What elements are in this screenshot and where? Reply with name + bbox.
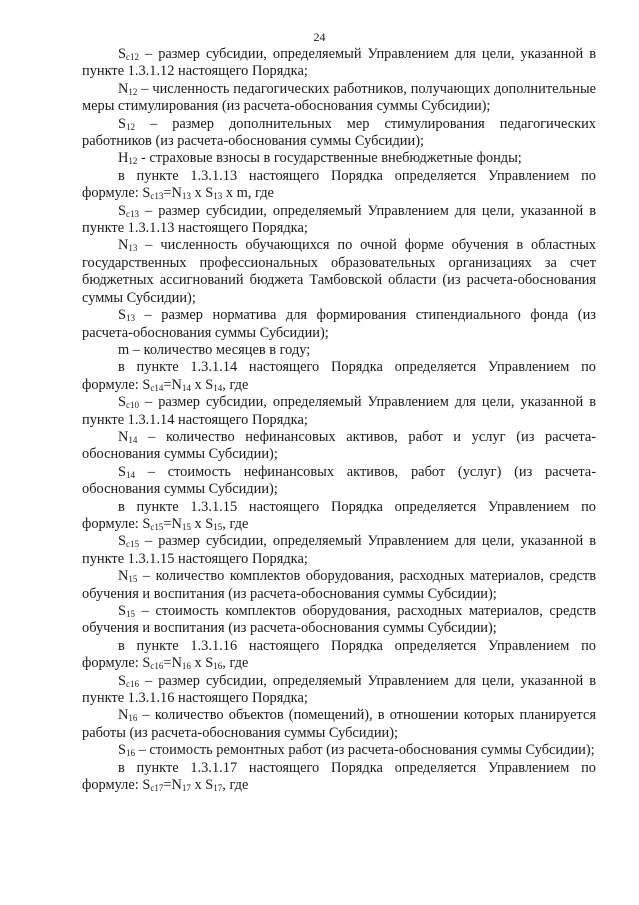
text-run: – размер субсидии, определяемый Управлением для цели, указанной в пункте 1.3.1.15 настоящего Порядка;: [82, 533, 596, 567]
text-run: , где: [222, 777, 249, 794]
text-run: =N: [163, 376, 182, 393]
text-run: – размер субсидии, определяемый Управлением для цели, указанной в пункте 1.3.1.13 настоящего Порядка;: [82, 202, 596, 237]
paragraph: [82, 342, 596, 359]
subscript: 12: [126, 121, 136, 132]
subscript: c13: [150, 191, 164, 202]
paragraph: [82, 46, 596, 81]
paragraph: [82, 150, 596, 167]
subscript: c15: [150, 521, 164, 532]
text-run: x m, где: [222, 185, 274, 202]
subscript: 16: [213, 661, 223, 672]
subscript: 13: [126, 313, 136, 324]
paragraph: [82, 429, 596, 464]
subscript: 17: [181, 783, 191, 794]
subscript: c13: [126, 208, 140, 219]
text-run: S: [118, 394, 127, 411]
subscript: 16: [128, 713, 138, 724]
subscript: 13: [128, 243, 138, 254]
subscript: 15: [181, 521, 191, 532]
text-run: – количество нефинансовых активов, работ и услуг (из расчета-обоснования суммы Субсидии);: [82, 428, 596, 463]
paragraph: [82, 760, 596, 795]
paragraph: [82, 394, 596, 429]
paragraph: [82, 81, 596, 116]
paragraph: [82, 707, 596, 742]
text-run: – размер субсидии, определяемый Управлением для цели, указанной в пункте 1.3.1.14 настоящего Порядка;: [82, 394, 596, 428]
text-run: – численность педагогических работников, получающих дополнительные меры стимулирования (из расчета-обоснования суммы Субсидии);: [82, 80, 596, 115]
paragraph: [82, 673, 596, 708]
text-run: в пункте 1.3.1.13 настоящего Порядка определяется Управлением по формуле: S: [82, 167, 596, 202]
subscript: 12: [128, 86, 138, 97]
text-run: S: [118, 463, 127, 480]
text-run: S: [118, 115, 127, 132]
text-run: N: [118, 568, 129, 585]
paragraph: [82, 359, 596, 394]
subscript: 14: [128, 434, 138, 445]
text-run: S: [118, 46, 127, 62]
text-run: Н: [118, 150, 129, 167]
paragraph: [82, 116, 596, 151]
text-run: x S: [190, 376, 214, 393]
paragraph: [82, 168, 596, 203]
text-run: S: [118, 603, 127, 619]
text-run: S: [118, 742, 127, 759]
subscript: c10: [126, 400, 140, 411]
text-run: - страховые взносы в государственные внебюджетные фонды;: [137, 150, 522, 167]
subscript: 13: [213, 191, 223, 202]
subscript: 15: [126, 609, 136, 619]
text-run: =N: [163, 655, 182, 672]
text-run: =N: [163, 777, 182, 794]
text-run: =N: [163, 185, 182, 202]
text-run: S: [118, 533, 127, 550]
paragraph: [82, 568, 596, 603]
subscript: c15: [126, 539, 140, 550]
document-body: [82, 46, 596, 794]
text-run: в пункте 1.3.1.14 настоящего Порядка определяется Управлением по формуле: S: [82, 359, 596, 393]
subscript: 15: [128, 574, 138, 585]
paragraph: [82, 742, 596, 759]
text-run: – размер норматива для формирования стипендиального фонда (из расчета-обоснования суммы Субсидии);: [82, 307, 596, 341]
text-run: x S: [190, 655, 214, 672]
subscript: c17: [150, 783, 164, 794]
text-run: – количество объектов (помещений), в отношении которых планируется работы (из расчета-обоснования суммы Субсидии);: [82, 707, 596, 741]
subscript: c12: [126, 52, 140, 62]
text-run: – размер субсидии, определяемый Управлением для цели, указанной в пункте 1.3.1.16 настоящего Порядка;: [82, 672, 596, 707]
text-run: – стоимость нефинансовых активов, работ (услуг) (из расчета-обоснования суммы Субсидии);: [82, 463, 596, 498]
paragraph: [82, 499, 596, 534]
subscript: c14: [150, 382, 164, 393]
subscript: 12: [128, 156, 138, 167]
paragraph: [82, 307, 596, 342]
text-run: в пункте 1.3.1.16 настоящего Порядка определяется Управлением по формуле: S: [82, 637, 596, 672]
subscript: 17: [213, 783, 223, 794]
text-run: x S: [190, 185, 214, 202]
text-run: – численность обучающихся по очной форме обучения в областных государственных профессиональных образовательных организациях за счет бюджетных ассигнований бюджета Тамбовской области (из расчета-обоснования суммы Субсидии);: [82, 237, 596, 306]
text-run: – стоимость комплектов оборудования, расходных материалов, средств обучения и воспитания (из расчета-обоснования суммы Субсидии);: [82, 603, 596, 637]
subscript: c16: [126, 678, 140, 689]
text-run: N: [118, 237, 129, 254]
text-run: – стоимость ремонтных работ (из расчета-обоснования суммы Субсидии);: [135, 742, 595, 759]
paragraph: [82, 203, 596, 238]
text-run: – количество комплектов оборудования, расходных материалов, средств обучения и воспитания (из расчета-обоснования суммы Субсидии);: [82, 568, 596, 602]
subscript: 14: [126, 469, 136, 480]
subscript: 15: [213, 521, 223, 532]
subscript: 13: [181, 191, 191, 202]
subscript: 16: [126, 748, 136, 759]
text-run: в пункте 1.3.1.15 настоящего Порядка определяется Управлением по формуле: S: [82, 498, 596, 532]
text-run: N: [118, 707, 129, 724]
text-run: N: [118, 428, 129, 445]
text-run: x S: [190, 777, 214, 794]
subscript: 16: [181, 661, 191, 672]
text-run: m – количество месяцев в году;: [118, 341, 311, 358]
paragraph: [82, 603, 596, 638]
text-run: S: [118, 307, 127, 324]
paragraph: [82, 237, 596, 307]
paragraph: [82, 464, 596, 499]
text-run: , где: [222, 655, 249, 672]
text-run: в пункте 1.3.1.17 настоящего Порядка определяется Управлением по формуле: S: [82, 759, 596, 794]
text-run: – размер дополнительных мер стимулирования педагогических работников (из расчета-обоснования суммы Субсидии);: [82, 115, 596, 150]
paragraph: [82, 533, 596, 568]
text-run: – размер субсидии, определяемый Управлением для цели, указанной в пункте 1.3.1.12 настоящего Порядка;: [82, 46, 596, 80]
subscript: 14: [213, 382, 223, 393]
subscript: c16: [150, 661, 164, 672]
text-run: S: [118, 202, 127, 219]
text-run: S: [118, 672, 127, 689]
text-run: =N: [163, 515, 182, 532]
subscript: 14: [181, 382, 191, 393]
page-number: 24: [313, 30, 326, 44]
text-run: , где: [222, 515, 249, 532]
text-run: , где: [222, 376, 249, 393]
text-run: x S: [190, 515, 214, 532]
text-run: N: [118, 80, 129, 97]
paragraph: [82, 638, 596, 673]
